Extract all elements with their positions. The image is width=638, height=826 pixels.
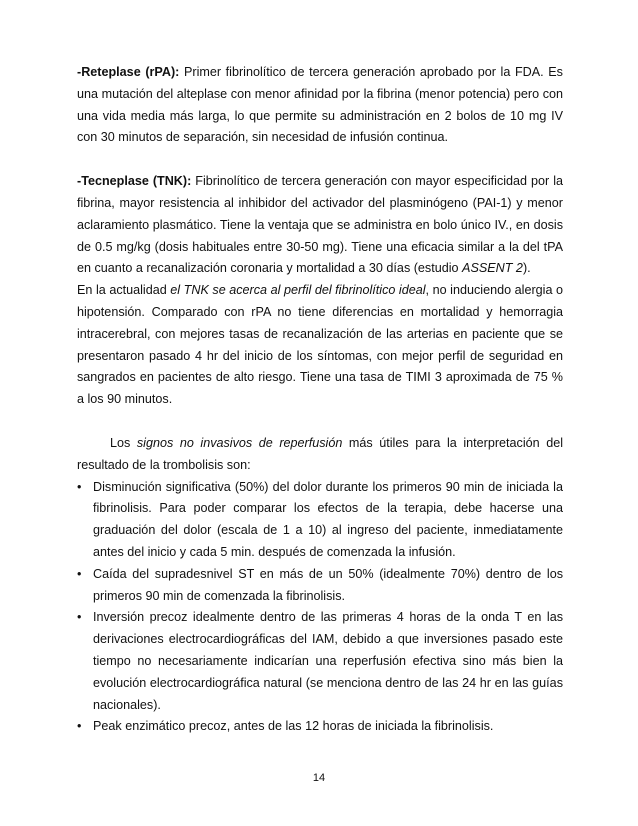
bullet-icon: • [77, 479, 82, 494]
spacer [77, 411, 563, 433]
list-item [77, 607, 563, 716]
reteplase-text: Primer fibrinolítico de tercera generación aprobado por la FDA. Es una mutación del alteplase con menor afinidad por la fibrina (menor potencia) pero con una vida media más larga, lo que permite su administración en 2 bolos de 10 mg IV con 30 minutos de separación, sin necesidad de infusión continua. [77, 65, 563, 145]
list-item-text: Caída del supradesnivel ST en más de un 50% (idealmente 70%) dentro de los primeros 90 min de comenzada la fibrinolisis. [93, 566, 563, 603]
study-name: ASSENT 2 [462, 261, 523, 276]
tecneplase-text-end: ). [522, 261, 531, 276]
bullet-icon: • [77, 610, 82, 625]
list-item [77, 716, 563, 738]
tecneplase-text: Fibrinolítico de tercera generación con mayor especificidad por la fibrina, mayor resistencia al inhibidor del activador del plasminógeno (PAI-1) y menor aclaramiento plasmático. Tiene la ventaja que se administra en bolo único IV., en dosis de 0.5 mg/kg (dosis habituales entre 30-50 mg). Tiene una eficacia similar a la del tPA en cuanto a recanalización coronaria y mortalidad a 30 días (estudio [77, 174, 563, 276]
page-content [77, 62, 563, 738]
tnk-paragraph [77, 280, 563, 411]
signos-emphasis: signos no invasivos de reperfusión [136, 435, 343, 450]
bullet-icon: • [77, 566, 82, 581]
bullet-icon: • [77, 719, 82, 734]
tnk-rest: , no induciendo alergia o hipotensión. Comparado con rPA no tiene diferencias en mortalidad y hemorragia intracerebral, con mejores tasas de recanalización de las arterias en paciente que se presentaron pasado 4 hr del inicio de los síntomas, con mejor perfil de seguridad en sangrados en pacientes de alto riesgo. Tiene una tasa de TIMI 3 aproximada de 75 % a los 90 minutos. [77, 283, 564, 407]
reteplase-term: -Reteplase (rPA): [77, 65, 180, 79]
list-item [77, 564, 563, 608]
list-item-text: Peak enzimático precoz, antes de las 12 horas de iniciada la fibrinolisis. [93, 719, 494, 734]
tecneplase-term: -Tecneplase (TNK): [77, 174, 192, 189]
spacer [77, 149, 563, 171]
reteplase-paragraph [77, 62, 563, 149]
list-item-text: Inversión precoz idealmente dentro de las primeras 4 horas de la onda T en las derivaciones electrocardiográficas del IAM, debido a que inversiones pasado este tiempo no necesariamente indicarían una reperfusión efectiva sino más bien la evolución electrocardiográfica natural (se menciona dentro de las 24 hr en las guías nacionales). [93, 610, 563, 712]
signos-start: Los [110, 435, 137, 450]
list-item [77, 477, 563, 564]
list-item-text: Disminución significativa (50%) del dolor durante los primeros 90 min de iniciada la fibrinolisis. Para poder comparar los efectos de la terapia, debe hacerse una graduación del dolor (escala de 1 a 10) al ingreso del paciente, inmediatamente antes del inicio y cada 5 min. después de comenzada la infusión. [93, 479, 563, 559]
tnk-start: En la actualidad [77, 283, 171, 298]
tnk-emphasis: el TNK se acerca al perfil del fibrinolítico ideal [170, 283, 426, 298]
signos-rest: más útiles para la interpretación del resultado de la trombolisis son: [77, 435, 564, 472]
tecneplase-paragraph [77, 171, 563, 280]
signos-list [77, 477, 563, 739]
page-number: 14 [312, 772, 326, 784]
signos-paragraph [77, 433, 563, 477]
